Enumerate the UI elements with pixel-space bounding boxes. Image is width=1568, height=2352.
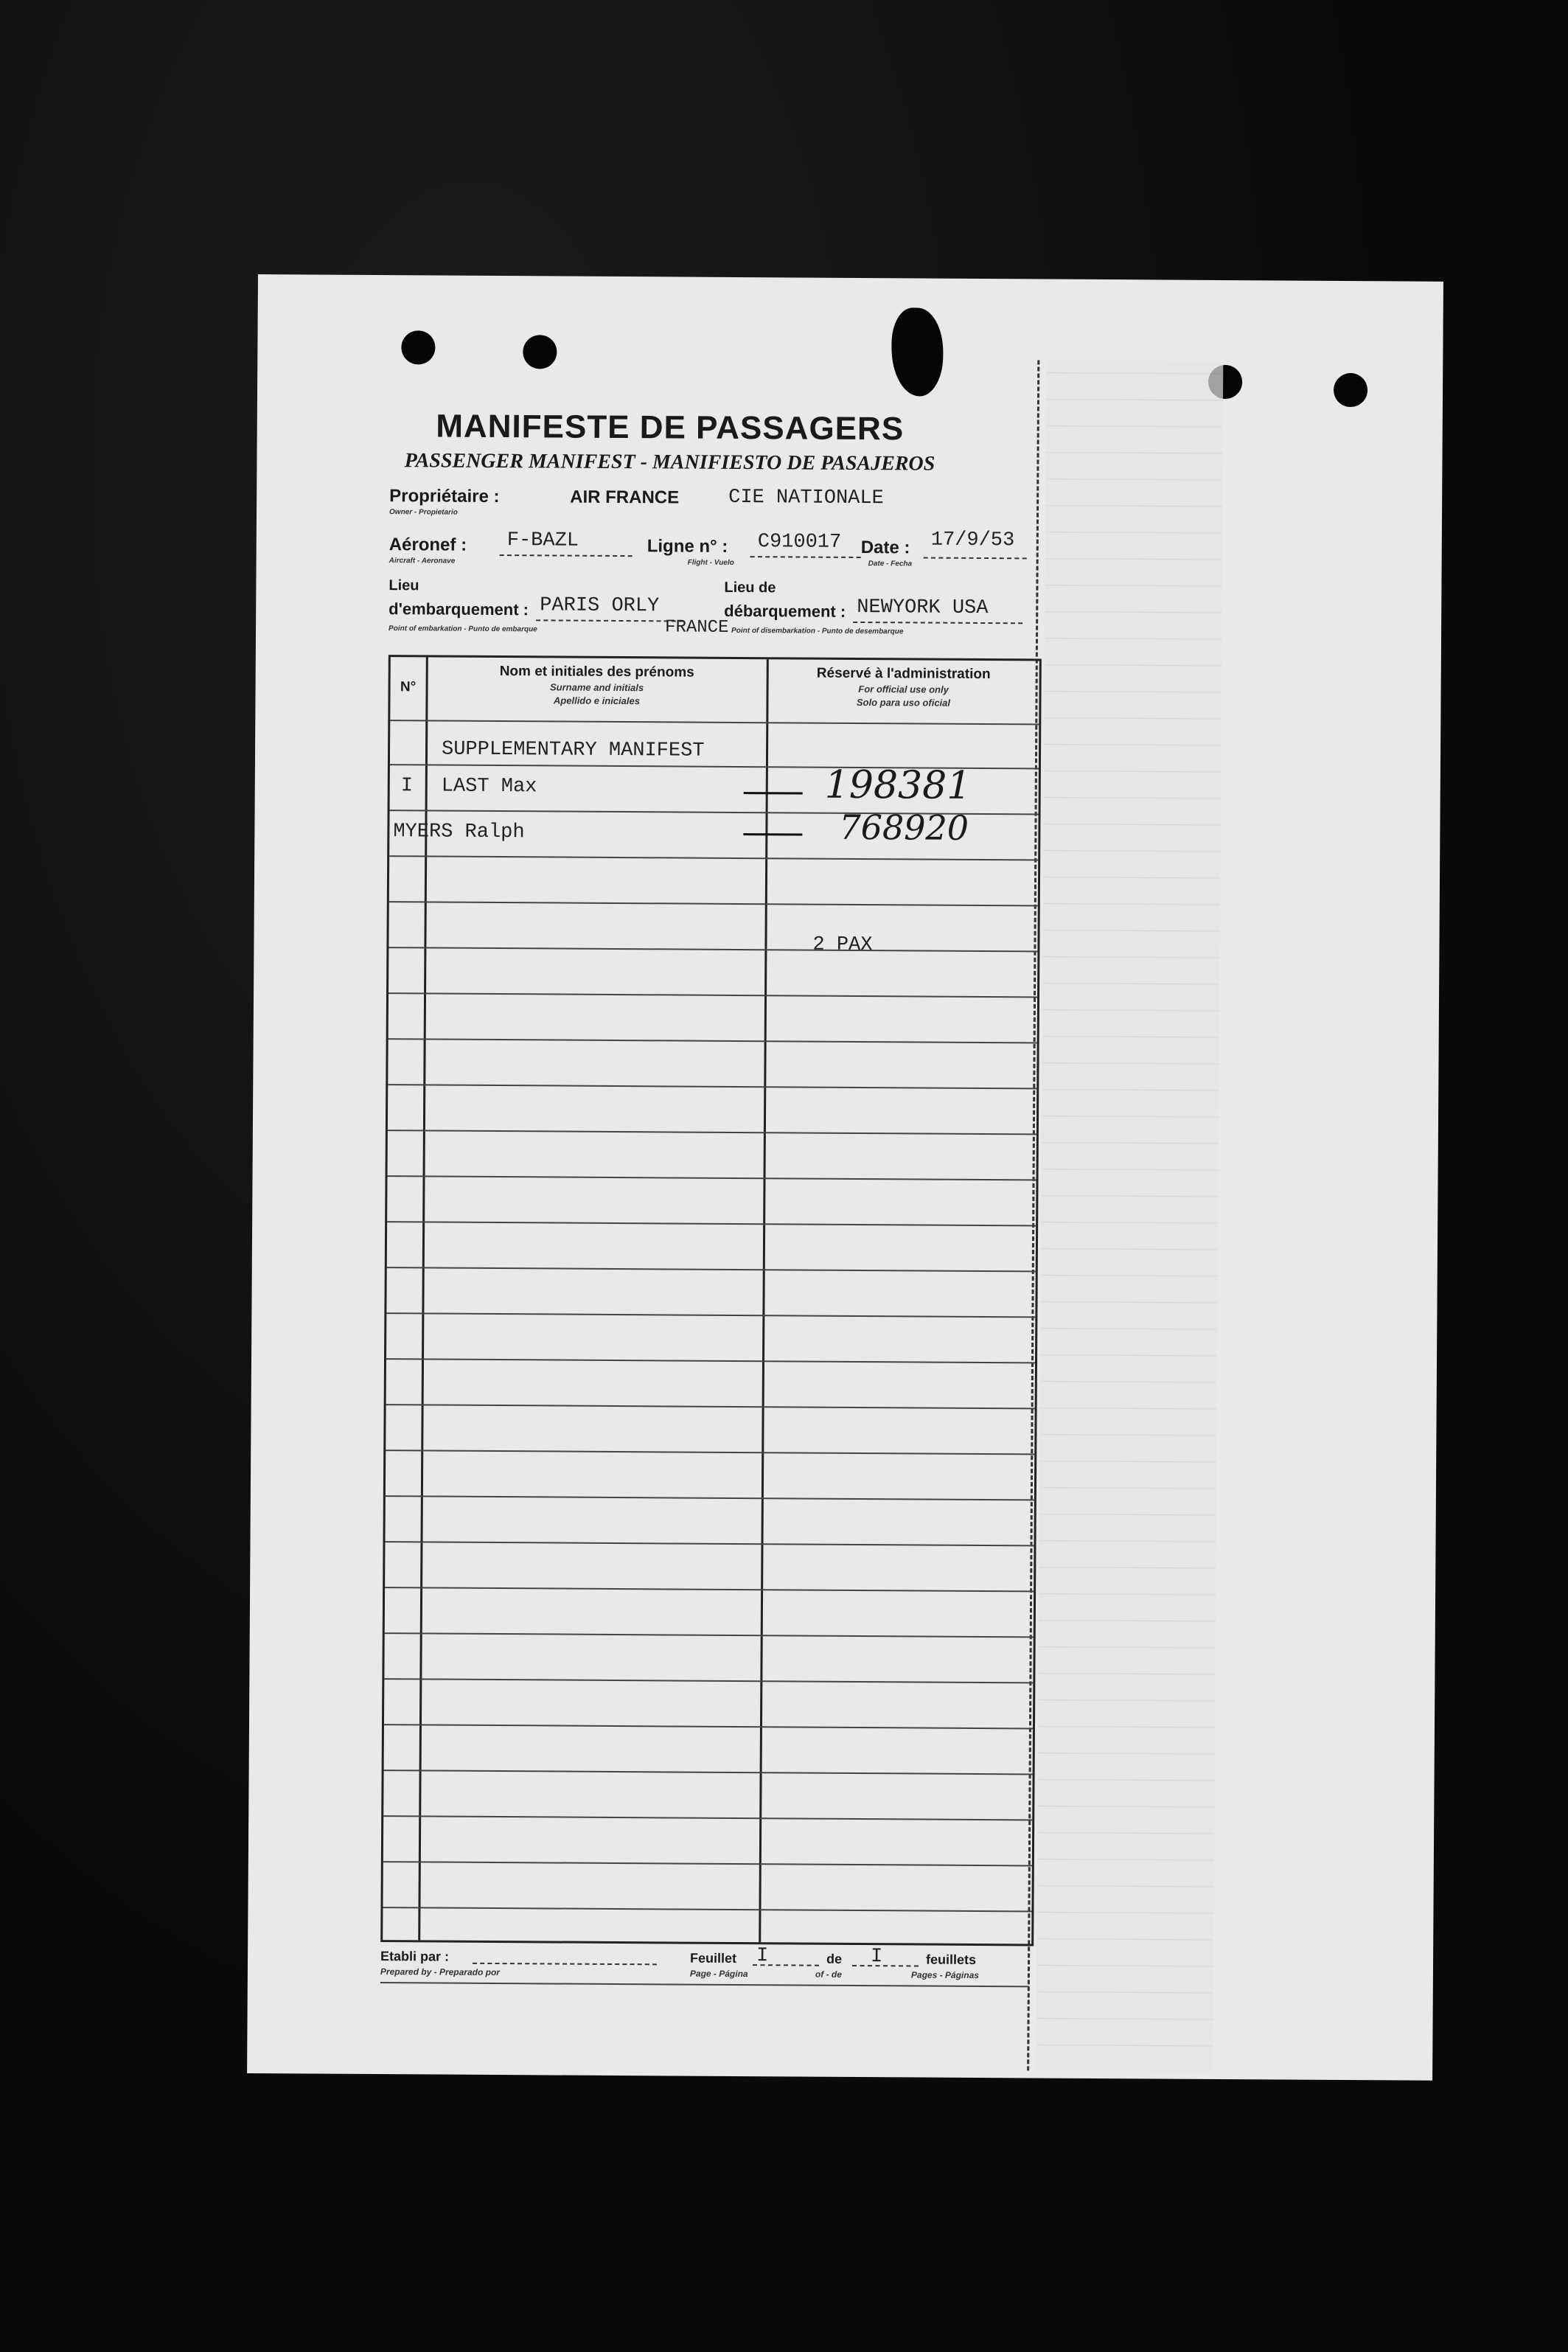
- aircraft-sublabel: Aircraft - Aeronave: [388, 557, 456, 566]
- aircraft-label: Aéronef :: [388, 535, 467, 555]
- column-header-no: N°: [400, 679, 417, 695]
- document-subtitle: PASSENGER MANIFEST - MANIFIESTO DE PASAJEROS: [404, 449, 935, 476]
- table-rule-line: [388, 947, 1037, 952]
- owner-value: AIR FRANCE: [570, 487, 680, 508]
- official-number-handwritten: 768920: [839, 807, 969, 848]
- torn-corner: [891, 307, 944, 396]
- sheets-label: feuillets: [925, 1952, 977, 1967]
- embarkation-country: FRANCE: [665, 617, 729, 638]
- table-rule-line: [385, 1587, 1034, 1592]
- disembarkation-sublabel: Point of disembarkation - Punto de desembarque: [731, 626, 904, 636]
- table-rule-line: [388, 1038, 1037, 1043]
- embarkation-label-top: Lieu: [388, 577, 419, 594]
- table-rule-line: [388, 1175, 1036, 1180]
- column-header-name: Nom et initiales des prénoms: [499, 664, 694, 681]
- date-value: 17/9/53: [930, 529, 1015, 552]
- punch-hole: [523, 335, 557, 369]
- official-number-handwritten: 198381: [824, 762, 972, 808]
- page-sublabel: Page - Página: [689, 1968, 748, 1980]
- disembarkation-underline: [853, 622, 1022, 624]
- table-rule-line: [384, 1724, 1033, 1729]
- table-rule-line: [386, 1450, 1034, 1455]
- table-rule-line: [386, 1404, 1035, 1409]
- embarkation-label: d'embarquement :: [388, 599, 529, 619]
- aircraft-underline: [500, 554, 633, 557]
- adjacent-sheet-edge: [1036, 361, 1223, 2072]
- page-label: Feuillet: [690, 1950, 737, 1966]
- flight-value: C910017: [757, 531, 842, 554]
- disembarkation-label-top: Lieu de: [724, 579, 776, 596]
- table-rule-line: [384, 1678, 1033, 1683]
- column-header-admin-sub: Solo para uso oficial: [856, 696, 951, 709]
- aircraft-value: F-BAZL: [506, 529, 579, 552]
- table-rule-line: [387, 1221, 1036, 1226]
- disembarkation-label: débarquement :: [724, 601, 846, 621]
- of-sublabel: of - de: [815, 1969, 842, 1980]
- of-label: de: [826, 1951, 843, 1966]
- of-value: I: [870, 1946, 883, 1969]
- passenger-number: I: [400, 775, 414, 798]
- embarkation-sublabel: Point of embarkation - Punto de embarque: [388, 624, 537, 634]
- table-rule-line: [386, 1358, 1035, 1363]
- table-rule-line: [386, 1312, 1035, 1318]
- table-rule-line: [383, 1907, 1031, 1912]
- supplementary-note: SUPPLEMENTARY MANIFEST: [441, 738, 705, 762]
- column-header-admin: Réservé à l'administration: [816, 665, 991, 683]
- prepared-by-label: Etabli par :: [380, 1949, 450, 1964]
- column-header-name-sub: Surname and initials: [549, 681, 644, 694]
- date-sublabel: Date - Fecha: [868, 560, 913, 568]
- flight-label: Ligne n° :: [647, 536, 728, 557]
- date-label: Date :: [860, 537, 910, 558]
- ruled-lines: [391, 657, 1039, 661]
- handwritten-dash: [744, 792, 803, 794]
- column-divider: [759, 659, 769, 1942]
- flight-sublabel: Flight - Vuelo: [687, 558, 734, 567]
- document-title: MANIFESTE DE PASSAGERS: [436, 408, 905, 448]
- table-rule-line: [386, 1495, 1034, 1500]
- flight-underline: [750, 556, 861, 558]
- table-rule-line: [389, 901, 1038, 906]
- punch-hole: [1334, 373, 1367, 407]
- sheets-sublabel: Pages - Páginas: [910, 1969, 980, 1981]
- header-row-line: [390, 720, 1039, 725]
- passenger-name: LAST Max: [441, 775, 537, 799]
- table-rule-line: [388, 1084, 1036, 1089]
- owner-sublabel: Owner - Propietario: [388, 508, 458, 517]
- date-underline: [924, 557, 1027, 560]
- owner-typed-value: CIE NATIONALE: [728, 486, 884, 510]
- manifest-sheet: [247, 274, 1443, 2081]
- page-value: I: [756, 1945, 769, 1968]
- column-header-name-sub: Apellido e iniciales: [553, 695, 641, 707]
- disembarkation-value: NEWYORK USA: [857, 596, 989, 620]
- table-rule-line: [388, 992, 1037, 998]
- table-rule-line: [387, 1267, 1036, 1272]
- footer-bottom-line: [380, 1982, 1029, 1987]
- table-rule-line: [385, 1541, 1034, 1546]
- of-line: [852, 1965, 919, 1967]
- table-rule-line: [389, 855, 1038, 860]
- table-rule-line: [383, 1861, 1032, 1866]
- owner-label: Propriétaire :: [389, 486, 500, 507]
- handwritten-dash: [743, 833, 802, 835]
- embarkation-underline: [536, 619, 683, 622]
- column-header-admin-sub: For official use only: [858, 683, 949, 695]
- passenger-table: [380, 655, 1042, 1946]
- prepared-by-sublabel: Prepared by - Preparado por: [380, 1966, 501, 1978]
- punch-hole: [401, 330, 435, 364]
- table-rule-line: [385, 1632, 1034, 1638]
- passenger-name: MYERS Ralph: [393, 821, 525, 844]
- prepared-by-line: [473, 1963, 657, 1966]
- embarkation-value: PARIS ORLY: [540, 594, 660, 618]
- passenger-total: 2 PAX: [812, 933, 873, 957]
- table-rule-line: [388, 1130, 1036, 1135]
- table-rule-line: [384, 1770, 1033, 1775]
- table-rule-line: [383, 1815, 1032, 1820]
- column-divider: [418, 657, 428, 1940]
